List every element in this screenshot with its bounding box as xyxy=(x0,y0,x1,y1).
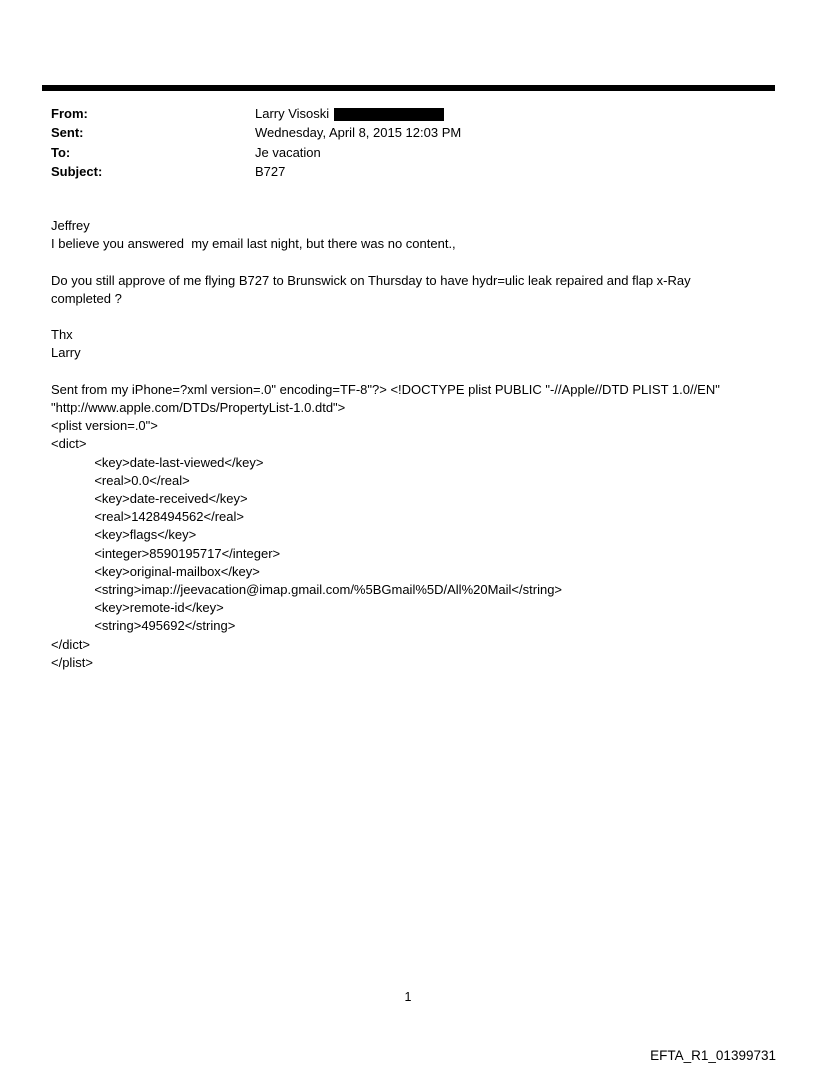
body-line xyxy=(51,308,751,326)
body-line: <real>1428494562</real> xyxy=(51,509,244,525)
body-line: <string>imap://jeevacation@imap.gmail.com/%5BGmail%5D/All%20Mail</string> xyxy=(51,582,563,598)
body-line: Do you still approve of me flying B727 to Brunswick on Thursday to have hydr=ulic leak repaired and flap x-Ray completed ? xyxy=(51,272,695,306)
body-line: <key>flags</key> xyxy=(51,527,197,543)
body-line: <integer>8590195717</integer> xyxy=(51,545,281,561)
body-line: Jeffrey xyxy=(51,218,90,233)
subject-label: Subject: xyxy=(51,163,103,179)
body-line: <dict> xyxy=(51,436,87,452)
body-line: <string>495692</string> xyxy=(51,618,236,634)
header-row-sent xyxy=(51,123,751,142)
from-value: Larry Visoski xyxy=(255,106,330,121)
header-row-subject xyxy=(51,162,751,181)
body-line xyxy=(51,363,751,381)
from-label: From: xyxy=(51,106,88,121)
body-line: Thx xyxy=(51,327,73,343)
email-header xyxy=(51,104,751,181)
body-line: <key>original-mailbox</key> xyxy=(51,563,260,579)
email-body xyxy=(51,217,751,672)
body-line: <key>date-received</key> xyxy=(51,491,248,506)
to-label: To: xyxy=(51,144,71,160)
page-number: 1 xyxy=(404,990,412,1004)
body-line: </dict> xyxy=(51,636,91,652)
from-value-wrap xyxy=(255,104,444,123)
body-line: <real>0.0</real> xyxy=(51,472,190,488)
body-line: <plist version=.0"> xyxy=(51,418,158,434)
sent-label: Sent: xyxy=(51,125,84,141)
bates-number: EFTA_R1_01399731 xyxy=(650,1048,776,1063)
subject-value: B727 xyxy=(255,163,286,179)
to-value: Je vacation xyxy=(255,144,321,160)
body-line: I believe you answered my email last night, but there was no content., xyxy=(51,236,456,252)
sent-value: Wednesday, April 8, 2015 12:03 PM xyxy=(255,125,462,141)
redaction-bar xyxy=(334,108,444,121)
body-line: </plist> xyxy=(51,654,93,670)
header-divider xyxy=(42,85,775,91)
body-line: Sent from my iPhone=?xml version=.0" encoding=TF-8"?> <!DOCTYPE plist PUBLIC "-//Apple//DTD PLIST 1.0//EN" "http://www.apple.com/DTDs/PropertyList-1.0.dtd"> xyxy=(51,381,724,415)
body-line xyxy=(51,253,751,271)
header-row-from xyxy=(51,104,751,123)
header-row-to xyxy=(51,143,751,162)
body-line: <key>remote-id</key> xyxy=(51,600,224,616)
body-line: <key>date-last-viewed</key> xyxy=(51,454,264,470)
body-line: Larry xyxy=(51,345,81,361)
